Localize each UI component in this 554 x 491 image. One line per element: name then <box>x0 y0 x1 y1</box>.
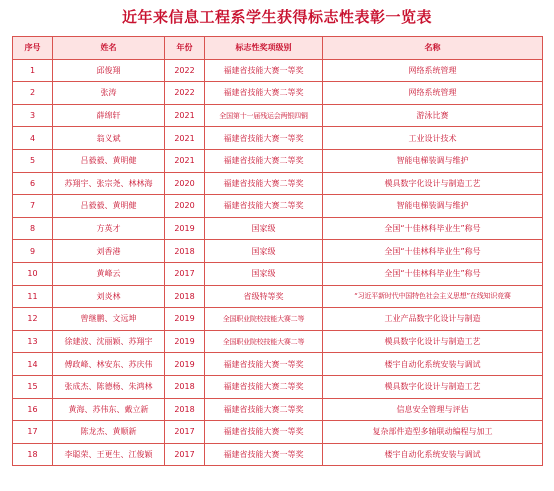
cell-level: 福建省技能大赛一等奖 <box>205 59 323 82</box>
cell-award: 网络系统管理 <box>323 82 543 105</box>
cell-name: 张成杰、陈德杨、朱鸿林 <box>53 375 165 398</box>
awards-table <box>12 36 543 466</box>
cell-year: 2022 <box>165 82 205 105</box>
cell-level: 国家级 <box>205 240 323 263</box>
cell-year: 2021 <box>165 149 205 172</box>
cell-level: 福建省技能大赛二等奖 <box>205 398 323 421</box>
header-award: 名称 <box>323 37 543 60</box>
cell-level: 福建省技能大赛一等奖 <box>205 421 323 444</box>
cell-name: 黄海、苏伟东、戴立新 <box>53 398 165 421</box>
cell-level: 福建省技能大赛二等奖 <box>205 149 323 172</box>
cell-number: 14 <box>13 353 53 376</box>
cell-year: 2017 <box>165 443 205 466</box>
cell-name: 黄峰云 <box>53 262 165 285</box>
cell-number: 7 <box>13 195 53 218</box>
cell-number: 16 <box>13 398 53 421</box>
table-row <box>13 149 543 172</box>
cell-award: “习近平新时代中国特色社会主义思想”在线知识竞赛 <box>323 285 543 308</box>
cell-number: 3 <box>13 104 53 127</box>
cell-name: 刘炎林 <box>53 285 165 308</box>
cell-number: 10 <box>13 262 53 285</box>
cell-year: 2019 <box>165 308 205 331</box>
cell-award: 楼宇自动化系统安装与调试 <box>323 443 543 466</box>
cell-number: 13 <box>13 330 53 353</box>
cell-award: 工业设计技术 <box>323 127 543 150</box>
table-row <box>13 127 543 150</box>
cell-name: 苏翔宇、张宗尧、林林海 <box>53 172 165 195</box>
table-row <box>13 398 543 421</box>
cell-name: 傅政峰、林安东、苏庆伟 <box>53 353 165 376</box>
cell-name: 张涛 <box>53 82 165 105</box>
cell-award: 模具数字化设计与制造工艺 <box>323 172 543 195</box>
cell-level: 福建省技能大赛二等奖 <box>205 375 323 398</box>
cell-year: 2020 <box>165 172 205 195</box>
cell-year: 2021 <box>165 127 205 150</box>
cell-number: 1 <box>13 59 53 82</box>
header-number: 序号 <box>13 37 53 60</box>
table-row <box>13 330 543 353</box>
table-row <box>13 172 543 195</box>
cell-award: 全国“十佳林科毕业生”称号 <box>323 217 543 240</box>
cell-level: 全国第十一届残运会两银四铜 <box>205 104 323 127</box>
cell-award: 网络系统管理 <box>323 59 543 82</box>
table-header-row <box>13 37 543 60</box>
table-row <box>13 308 543 331</box>
table-row <box>13 262 543 285</box>
cell-level: 福建省技能大赛二等奖 <box>205 82 323 105</box>
cell-level: 省级特等奖 <box>205 285 323 308</box>
cell-year: 2019 <box>165 330 205 353</box>
table-row <box>13 285 543 308</box>
header-year: 年份 <box>165 37 205 60</box>
cell-year: 2021 <box>165 104 205 127</box>
cell-level: 福建省技能大赛一等奖 <box>205 353 323 376</box>
table-row <box>13 104 543 127</box>
cell-level: 全国职业院校技能大赛二等 <box>205 330 323 353</box>
cell-number: 8 <box>13 217 53 240</box>
cell-level: 全国职业院校技能大赛二等 <box>205 308 323 331</box>
cell-year: 2019 <box>165 353 205 376</box>
cell-year: 2017 <box>165 262 205 285</box>
cell-year: 2018 <box>165 285 205 308</box>
table-row <box>13 421 543 444</box>
cell-number: 9 <box>13 240 53 263</box>
cell-number: 18 <box>13 443 53 466</box>
cell-year: 2018 <box>165 375 205 398</box>
header-level: 标志性奖项级别 <box>205 37 323 60</box>
cell-number: 6 <box>13 172 53 195</box>
page-title: 近年来信息工程系学生获得标志性表彰一览表 <box>121 8 432 26</box>
cell-award: 全国“十佳林科毕业生”称号 <box>323 262 543 285</box>
cell-level: 国家级 <box>205 262 323 285</box>
cell-year: 2018 <box>165 398 205 421</box>
cell-name: 方英才 <box>53 217 165 240</box>
cell-level: 福建省技能大赛一等奖 <box>205 127 323 150</box>
cell-award: 模具数字化设计与制造工艺 <box>323 375 543 398</box>
cell-name: 陈龙杰、黄顺新 <box>53 421 165 444</box>
cell-name: 吕毅毅、黄明健 <box>53 195 165 218</box>
cell-name: 李聪荣、王更生、江俊颖 <box>53 443 165 466</box>
cell-level: 福建省技能大赛一等奖 <box>205 443 323 466</box>
cell-award: 智能电梯装调与维护 <box>323 149 543 172</box>
cell-award: 智能电梯装调与维护 <box>323 195 543 218</box>
cell-award: 楼宇自动化系统安装与调试 <box>323 353 543 376</box>
cell-year: 2019 <box>165 217 205 240</box>
cell-number: 5 <box>13 149 53 172</box>
cell-award: 游泳比赛 <box>323 104 543 127</box>
cell-year: 2018 <box>165 240 205 263</box>
table-row <box>13 240 543 263</box>
cell-year: 2017 <box>165 421 205 444</box>
cell-name: 薛绵轩 <box>53 104 165 127</box>
cell-number: 17 <box>13 421 53 444</box>
cell-name: 曾继鹏、文远坤 <box>53 308 165 331</box>
cell-number: 15 <box>13 375 53 398</box>
cell-level: 福建省技能大赛二等奖 <box>205 172 323 195</box>
table-row <box>13 195 543 218</box>
table-row <box>13 443 543 466</box>
cell-award: 复杂部件造型多轴联动编程与加工 <box>323 421 543 444</box>
table-row <box>13 375 543 398</box>
cell-number: 4 <box>13 127 53 150</box>
cell-award: 工业产品数字化设计与制造 <box>323 308 543 331</box>
cell-level: 福建省技能大赛二等奖 <box>205 195 323 218</box>
cell-name: 邱俊翔 <box>53 59 165 82</box>
cell-year: 2020 <box>165 195 205 218</box>
table-row <box>13 353 543 376</box>
cell-award: 全国“十佳林科毕业生”称号 <box>323 240 543 263</box>
table-row <box>13 217 543 240</box>
cell-name: 吕毅毅、黄明健 <box>53 149 165 172</box>
header-name: 姓名 <box>53 37 165 60</box>
cell-name: 刘香港 <box>53 240 165 263</box>
cell-name: 翁义斌 <box>53 127 165 150</box>
table-body <box>13 59 543 466</box>
table-row <box>13 59 543 82</box>
cell-number: 12 <box>13 308 53 331</box>
cell-level: 国家级 <box>205 217 323 240</box>
cell-award: 模具数字化设计与制造工艺 <box>323 330 543 353</box>
cell-year: 2022 <box>165 59 205 82</box>
cell-number: 11 <box>13 285 53 308</box>
table-row <box>13 82 543 105</box>
cell-name: 徐建波、沈丽颖、苏翔宇 <box>53 330 165 353</box>
cell-award: 信息安全管理与评估 <box>323 398 543 421</box>
cell-number: 2 <box>13 82 53 105</box>
